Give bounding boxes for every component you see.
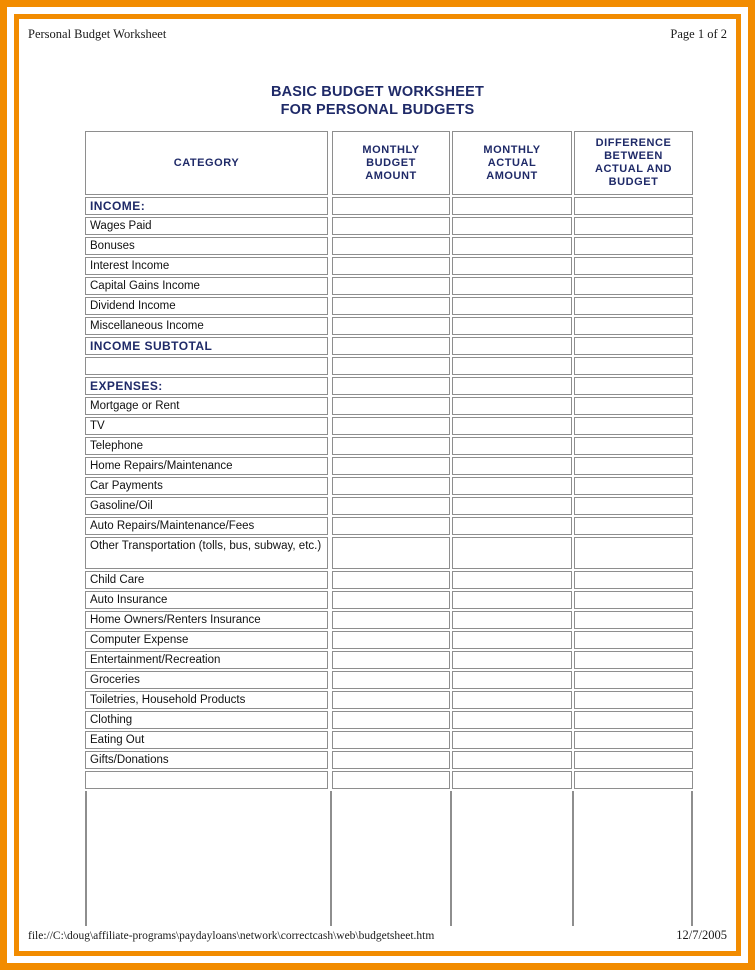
- row-category-label: Telephone: [85, 437, 328, 455]
- print-date: 12/7/2005: [676, 928, 727, 942]
- row-difference-cell[interactable]: [574, 517, 693, 535]
- column-rule-right: [691, 791, 693, 926]
- row-difference-cell[interactable]: [574, 257, 693, 275]
- row-category-label: INCOME SUBTOTAL: [85, 337, 328, 355]
- row-difference-cell[interactable]: [574, 611, 693, 629]
- row-budget-amount-cell[interactable]: [332, 397, 450, 415]
- row-difference-cell[interactable]: [574, 337, 693, 355]
- row-category-label: Capital Gains Income: [85, 277, 328, 295]
- table-row: [85, 277, 693, 295]
- row-actual-amount-cell[interactable]: [452, 771, 572, 789]
- table-row: [85, 337, 693, 355]
- row-difference-cell[interactable]: [574, 497, 693, 515]
- row-difference-cell[interactable]: [574, 457, 693, 475]
- row-difference-cell[interactable]: [574, 671, 693, 689]
- row-category-label: Auto Insurance: [85, 591, 328, 609]
- row-budget-amount-cell[interactable]: [332, 377, 450, 395]
- row-difference-cell[interactable]: [574, 591, 693, 609]
- row-difference-cell[interactable]: [574, 277, 693, 295]
- row-budget-amount-cell[interactable]: [332, 497, 450, 515]
- row-difference-cell[interactable]: [574, 711, 693, 729]
- row-budget-amount-cell[interactable]: [332, 691, 450, 709]
- row-actual-amount-cell[interactable]: [452, 571, 572, 589]
- table-row: [85, 611, 693, 629]
- source-file-path: file://C:\doug\affiliate-programs\paydayloans\network\correctcash\web\budgetsheet.htm: [28, 930, 435, 942]
- table-row: [85, 671, 693, 689]
- row-difference-cell[interactable]: [574, 651, 693, 669]
- row-actual-amount-cell[interactable]: [452, 437, 572, 455]
- row-budget-amount-cell[interactable]: [332, 671, 450, 689]
- column-header-monthly-budget-amount: [332, 131, 450, 195]
- column-rule-3: [572, 791, 574, 926]
- row-budget-amount-cell[interactable]: [332, 337, 450, 355]
- row-difference-cell[interactable]: [574, 377, 693, 395]
- row-actual-amount-cell[interactable]: [452, 257, 572, 275]
- column-header-actual-line-2: ACTUAL: [487, 156, 537, 169]
- row-budget-amount-cell[interactable]: [332, 537, 450, 569]
- row-budget-amount-cell[interactable]: [332, 357, 450, 375]
- row-category-label: Clothing: [85, 711, 328, 729]
- table-row: [85, 437, 693, 455]
- table-body: [85, 197, 693, 789]
- column-header-difference-line-1: DIFFERENCE: [595, 137, 672, 149]
- page-number: Page 1 of 2: [670, 27, 727, 41]
- table-row: [85, 691, 693, 709]
- row-actual-amount-cell[interactable]: [452, 197, 572, 215]
- table-header-row: [85, 131, 693, 195]
- row-difference-cell[interactable]: [574, 731, 693, 749]
- row-actual-amount-cell[interactable]: [452, 377, 572, 395]
- column-header-difference-line-3: ACTUAL AND: [595, 163, 672, 175]
- table-row: [85, 477, 693, 495]
- row-budget-amount-cell[interactable]: [332, 437, 450, 455]
- row-category-label: EXPENSES:: [85, 377, 328, 395]
- row-category-label: Computer Expense: [85, 631, 328, 649]
- row-actual-amount-cell[interactable]: [452, 357, 572, 375]
- row-difference-cell[interactable]: [574, 771, 693, 789]
- column-header-budget-line-1: MONTHLY: [362, 143, 420, 156]
- row-category-label: Home Repairs/Maintenance: [85, 457, 328, 475]
- row-difference-cell[interactable]: [574, 631, 693, 649]
- row-category-label: Eating Out: [85, 731, 328, 749]
- table-row: [85, 257, 693, 275]
- row-category-label: Wages Paid: [85, 217, 328, 235]
- row-budget-amount-cell[interactable]: [332, 571, 450, 589]
- row-actual-amount-cell[interactable]: [452, 517, 572, 535]
- row-category-label: Mortgage or Rent: [85, 397, 328, 415]
- row-actual-amount-cell[interactable]: [452, 317, 572, 335]
- column-rule-left: [85, 791, 87, 926]
- table-row: [85, 237, 693, 255]
- table-row: [85, 317, 693, 335]
- column-header-actual-line-3: AMOUNT: [486, 169, 538, 182]
- row-budget-amount-cell[interactable]: [332, 517, 450, 535]
- page-title-line-2: FOR PERSONAL BUDGETS: [280, 102, 475, 118]
- worksheet-sheet: [19, 19, 736, 951]
- table-row: [85, 397, 693, 415]
- table-row: [85, 377, 693, 395]
- row-category-label: [85, 771, 328, 789]
- table-row: [85, 517, 693, 535]
- table-row: [85, 771, 693, 789]
- row-difference-cell[interactable]: [574, 571, 693, 589]
- column-header-category: [85, 131, 328, 195]
- row-actual-amount-cell[interactable]: [452, 651, 572, 669]
- row-category-label: Auto Repairs/Maintenance/Fees: [85, 517, 328, 535]
- row-category-label: Entertainment/Recreation: [85, 651, 328, 669]
- running-footer: [20, 928, 735, 943]
- row-actual-amount-cell[interactable]: [452, 397, 572, 415]
- row-actual-amount-cell[interactable]: [452, 591, 572, 609]
- row-actual-amount-cell[interactable]: [452, 691, 572, 709]
- row-budget-amount-cell[interactable]: [332, 731, 450, 749]
- row-actual-amount-cell[interactable]: [452, 731, 572, 749]
- row-difference-cell[interactable]: [574, 751, 693, 769]
- row-category-label: Home Owners/Renters Insurance: [85, 611, 328, 629]
- row-budget-amount-cell[interactable]: [332, 197, 450, 215]
- row-actual-amount-cell[interactable]: [452, 337, 572, 355]
- table-row: [85, 731, 693, 749]
- row-category-label: Child Care: [85, 571, 328, 589]
- running-header-title: Personal Budget Worksheet: [28, 27, 167, 41]
- table-row: [85, 651, 693, 669]
- row-budget-amount-cell[interactable]: [332, 591, 450, 609]
- row-actual-amount-cell[interactable]: [452, 457, 572, 475]
- page-title-line-1: BASIC BUDGET WORKSHEET: [270, 84, 485, 100]
- row-difference-cell[interactable]: [574, 417, 693, 435]
- column-header-difference-line-2: BETWEEN: [604, 150, 663, 162]
- row-budget-amount-cell[interactable]: [332, 751, 450, 769]
- row-actual-amount-cell[interactable]: [452, 297, 572, 315]
- row-budget-amount-cell[interactable]: [332, 611, 450, 629]
- column-header-actual-line-1: MONTHLY: [483, 143, 541, 156]
- column-header-budget-line-3: AMOUNT: [365, 169, 417, 182]
- table-row: [85, 537, 693, 569]
- row-budget-amount-cell[interactable]: [332, 277, 450, 295]
- row-budget-amount-cell[interactable]: [332, 711, 450, 729]
- page-inner-border: [14, 14, 741, 956]
- row-budget-amount-cell[interactable]: [332, 457, 450, 475]
- row-budget-amount-cell[interactable]: [332, 771, 450, 789]
- row-category-label: Toiletries, Household Products: [85, 691, 328, 709]
- row-budget-amount-cell[interactable]: [332, 651, 450, 669]
- column-header-monthly-actual-amount: [452, 131, 572, 195]
- row-actual-amount-cell[interactable]: [452, 537, 572, 569]
- column-rule-2: [450, 791, 452, 926]
- table-row: [85, 357, 693, 375]
- row-actual-amount-cell[interactable]: [452, 417, 572, 435]
- row-difference-cell[interactable]: [574, 397, 693, 415]
- table-row: [85, 711, 693, 729]
- row-actual-amount-cell[interactable]: [452, 671, 572, 689]
- row-budget-amount-cell[interactable]: [332, 317, 450, 335]
- table-open-continuation-region: [85, 791, 693, 926]
- row-budget-amount-cell[interactable]: [332, 257, 450, 275]
- row-actual-amount-cell[interactable]: [452, 711, 572, 729]
- table-row: [85, 197, 693, 215]
- row-actual-amount-cell[interactable]: [452, 237, 572, 255]
- row-actual-amount-cell[interactable]: [452, 477, 572, 495]
- column-header-budget-line-2: BUDGET: [366, 156, 416, 169]
- table-row: [85, 497, 693, 515]
- row-difference-cell[interactable]: [574, 477, 693, 495]
- row-category-label: Dividend Income: [85, 297, 328, 315]
- row-actual-amount-cell[interactable]: [452, 611, 572, 629]
- row-category-label: INCOME:: [85, 197, 328, 215]
- table-row: [85, 297, 693, 315]
- row-difference-cell[interactable]: [574, 357, 693, 375]
- row-budget-amount-cell[interactable]: [332, 237, 450, 255]
- row-budget-amount-cell[interactable]: [332, 417, 450, 435]
- column-header-difference-line-4: BUDGET: [608, 176, 659, 188]
- row-budget-amount-cell[interactable]: [332, 217, 450, 235]
- row-actual-amount-cell[interactable]: [452, 217, 572, 235]
- row-budget-amount-cell[interactable]: [332, 297, 450, 315]
- row-category-label: Bonuses: [85, 237, 328, 255]
- row-category-label: TV: [85, 417, 328, 435]
- row-difference-cell[interactable]: [574, 237, 693, 255]
- budget-table: [85, 131, 693, 926]
- row-category-label: [85, 357, 328, 375]
- row-category-label: Interest Income: [85, 257, 328, 275]
- row-category-label: Gasoline/Oil: [85, 497, 328, 515]
- row-actual-amount-cell[interactable]: [452, 751, 572, 769]
- column-header-difference: [574, 131, 693, 195]
- table-row: [85, 751, 693, 769]
- row-category-label: Gifts/Donations: [85, 751, 328, 769]
- running-header: [20, 27, 735, 42]
- row-difference-cell[interactable]: [574, 317, 693, 335]
- row-budget-amount-cell[interactable]: [332, 477, 450, 495]
- row-budget-amount-cell[interactable]: [332, 631, 450, 649]
- row-category-label: Car Payments: [85, 477, 328, 495]
- table-row: [85, 571, 693, 589]
- table-row: [85, 417, 693, 435]
- page-title: [20, 83, 735, 119]
- row-category-label: Miscellaneous Income: [85, 317, 328, 335]
- table-row: [85, 591, 693, 609]
- row-difference-cell[interactable]: [574, 691, 693, 709]
- row-actual-amount-cell[interactable]: [452, 277, 572, 295]
- column-rule-1: [330, 791, 332, 926]
- table-row: [85, 631, 693, 649]
- row-category-label: Other Transportation (tolls, bus, subway, etc.): [85, 537, 328, 569]
- row-difference-cell[interactable]: [574, 437, 693, 455]
- table-row: [85, 217, 693, 235]
- row-difference-cell[interactable]: [574, 297, 693, 315]
- row-difference-cell[interactable]: [574, 217, 693, 235]
- row-difference-cell[interactable]: [574, 537, 693, 569]
- row-category-label: Groceries: [85, 671, 328, 689]
- row-actual-amount-cell[interactable]: [452, 497, 572, 515]
- table-row: [85, 457, 693, 475]
- column-header-category-label: CATEGORY: [173, 156, 240, 169]
- row-difference-cell[interactable]: [574, 197, 693, 215]
- row-actual-amount-cell[interactable]: [452, 631, 572, 649]
